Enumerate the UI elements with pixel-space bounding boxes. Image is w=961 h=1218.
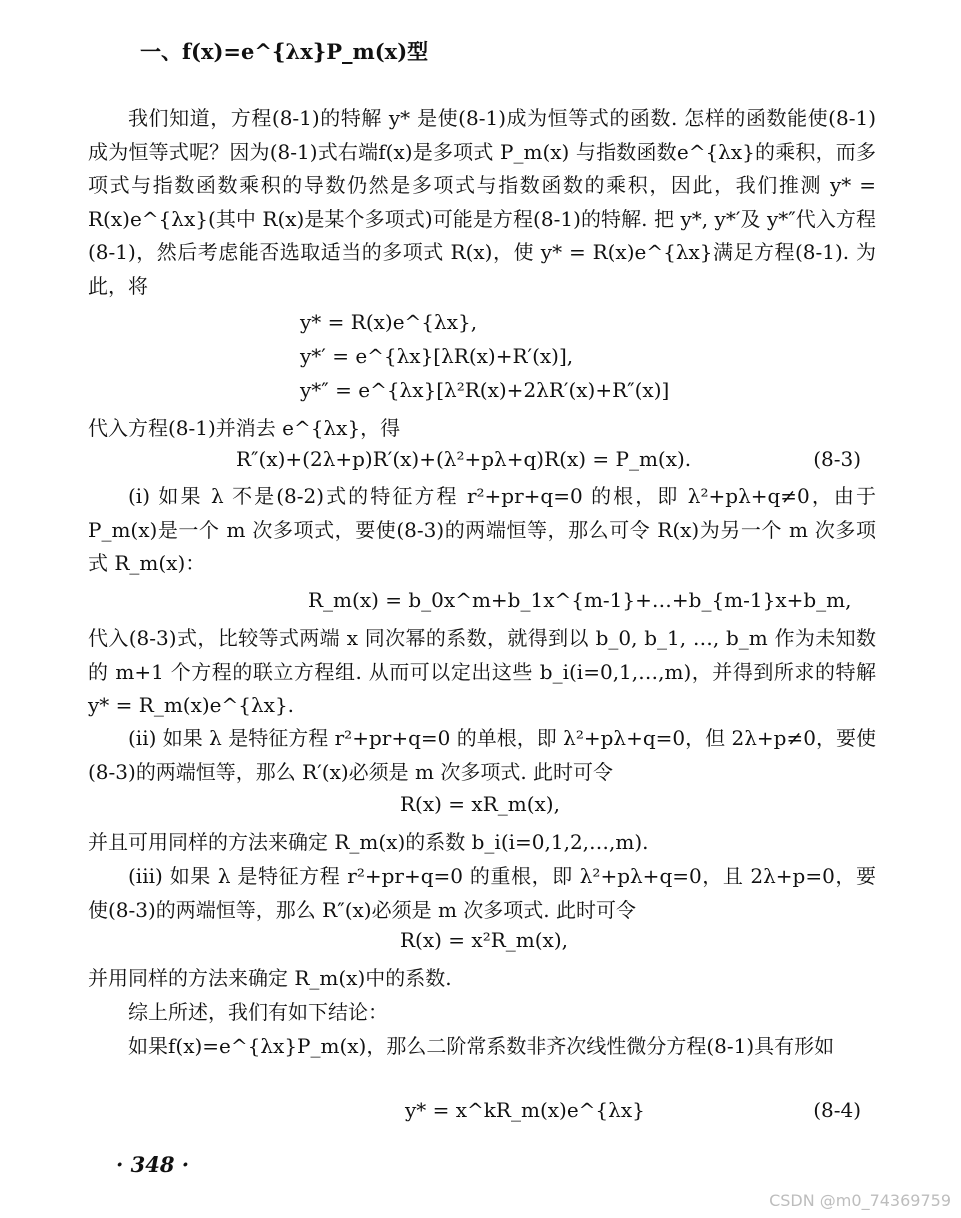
equation-number-8-3: (8-3) bbox=[813, 447, 861, 471]
page-number: · 348 · bbox=[116, 1152, 190, 1177]
paragraph-case-iii: (iii) 如果 λ 是特征方程 r²+pr+q=0 的重根，即 λ²+pλ+q=0，且 2λ+p=0，要使(8-3)的两端恒等，那么 R″(x)必须是 m 次多项式. 此时可令 bbox=[88, 864, 876, 922]
equation-y-star-prime: y*′ = e^{λx}[λR(x)+R′(x)], bbox=[300, 344, 574, 368]
paragraph-summary: 综上所述，我们有如下结论： bbox=[128, 1000, 388, 1024]
paragraph-case-ii: (ii) 如果 λ 是特征方程 r²+pr+q=0 的单根，即 λ²+pλ+q=0，但 2λ+p≠0，要使(8-3)的两端恒等，那么 R′(x)必须是 m 次多项式. 此时可令 bbox=[88, 726, 876, 784]
paragraph-case-i-result: 代入(8-3)式，比较等式两端 x 同次幂的系数，就得到以 b_0, b_1, …, b_m 作为未知数的 m+1 个方程的联立方程组. 从而可以定出这些 b_i(i=0,1,…,m)，并得到所求的特解 y* = R_m(x)e^{λx}. bbox=[88, 626, 876, 717]
equation-y-star-double-prime: y*″ = e^{λx}[λ²R(x)+2λR′(x)+R″(x)] bbox=[300, 378, 670, 402]
equation-r-x-rm: R(x) = xR_m(x), bbox=[400, 792, 560, 816]
equation-y-star: y* = R(x)e^{λx}, bbox=[300, 310, 478, 334]
paragraph-case-iii-result: 并用同样的方法来确定 R_m(x)中的系数. bbox=[88, 966, 452, 990]
paragraph-intro: 我们知道，方程(8-1)的特解 y* 是使(8-1)成为恒等式的函数. 怎样的函数能使(8-1)成为恒等式呢？因为(8-1)式右端f(x)是多项式 P_m(x) 与指数函数e^{λx}的乘积，而多项式与指数函数乘积的导数仍然是多项式与指数函数的乘积，因此，我们推测 y* = R(x)e^{λx}(其中 R(x)是某个多项式)可能是方程(8-1)的特解. 把 y*, y*′及 y*″代入方程(8-1)，然后考虑能否选取适当的多项式 R(x)，使 y* = R(x)e^{λx}满足方程(8-1). 为此，将 bbox=[88, 106, 876, 298]
paragraph-case-ii-result: 并且可用同样的方法来确定 R_m(x)的系数 b_i(i=0,1,2,…,m). bbox=[88, 830, 649, 854]
watermark: CSDN @m0_74369759 bbox=[769, 1191, 951, 1210]
equation-r-x2-rm: R(x) = x²R_m(x), bbox=[400, 928, 568, 952]
paragraph-conclusion: 如果f(x)=e^{λx}P_m(x)，那么二阶常系数非齐次线性微分方程(8-1)具有形如 bbox=[128, 1034, 835, 1058]
section-title: 一、f(x)=e^{λx}P_m(x)型 bbox=[140, 39, 429, 64]
paragraph-substitute: 代入方程(8-1)并消去 e^{λx}，得 bbox=[88, 416, 401, 440]
paragraph-case-i: (i) 如果 λ 不是(8-2)式的特征方程 r²+pr+q=0 的根，即 λ²+pλ+q≠0，由于 P_m(x)是一个 m 次多项式，要使(8-3)的两端恒等，那么可令 R(x)为另一个 m 次多项式 R_m(x)： bbox=[88, 484, 876, 575]
equation-rm-polynomial: R_m(x) = b_0x^m+b_1x^{m-1}+…+b_{m-1}x+b_m, bbox=[308, 588, 852, 612]
equation-8-4: y* = x^kR_m(x)e^{λx} bbox=[405, 1098, 645, 1122]
equation-8-3: R″(x)+(2λ+p)R′(x)+(λ²+pλ+q)R(x) = P_m(x). bbox=[236, 447, 692, 471]
equation-number-8-4: (8-4) bbox=[813, 1098, 861, 1122]
